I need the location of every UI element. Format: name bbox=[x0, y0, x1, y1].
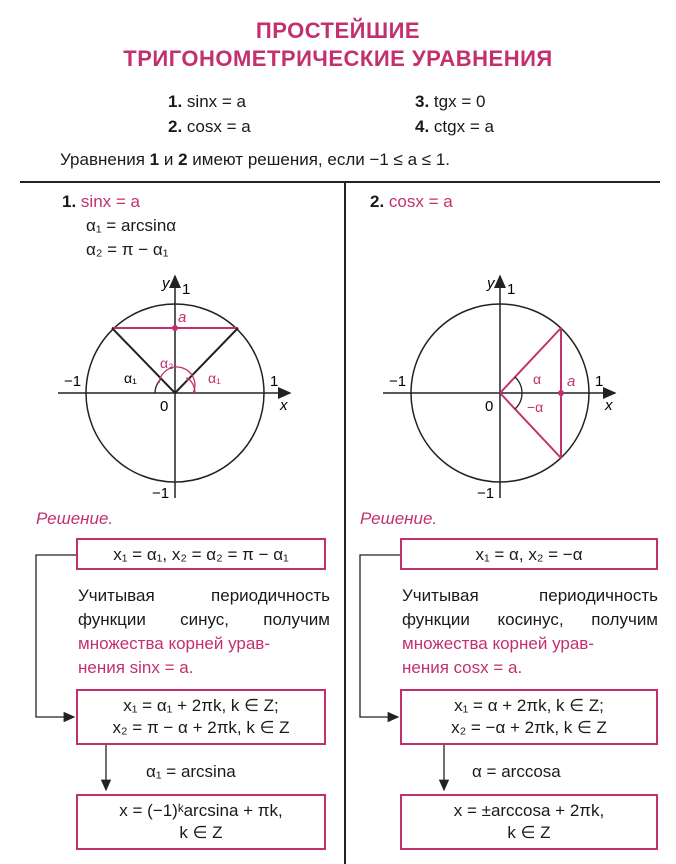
label-alpha1-left: α₁ bbox=[124, 370, 137, 386]
title-line-2: ТРИГОНОМЕТРИЧЕСКИЕ УРАВНЕНИЯ bbox=[123, 46, 553, 71]
label-top: 1 bbox=[182, 281, 191, 298]
label-minus-alpha: −α bbox=[527, 399, 544, 415]
equation-3: 3. tgx = 0 bbox=[415, 92, 486, 111]
label-x: x bbox=[280, 397, 288, 414]
right-arrow-label: α = arccosa bbox=[472, 762, 561, 781]
condition-text: Уравнения 1 и 2 имеют решения, если −1 ≤ a ≤ 1. bbox=[60, 150, 451, 169]
right-box-1: x₁ = α, x₂ = −α bbox=[400, 538, 658, 570]
equation-1: 1. sinx = a bbox=[168, 92, 246, 111]
label-left: −1 bbox=[64, 373, 82, 390]
label-left: −1 bbox=[389, 373, 407, 390]
left-box-3: x = (−1)ᵏarcsina + πk, k ∈ Z bbox=[76, 794, 326, 850]
right-box-3: x = ±arccosa + 2πk, k ∈ Z bbox=[400, 794, 658, 850]
label-bottom: −1 bbox=[152, 485, 170, 502]
label-alpha2: α₂ bbox=[160, 355, 174, 371]
title-line-1: ПРОСТЕЙШИЕ bbox=[255, 18, 421, 43]
left-box-2: x₁ = α₁ + 2πk, k ∈ Z; x₂ = π − α + 2πk, k ∈ Z bbox=[76, 689, 326, 745]
right-paragraph: Учитывая периодичность функции косинус, получим множества корней урав- нения cosx = a. bbox=[402, 586, 658, 677]
angle-arc-alpha bbox=[515, 377, 522, 393]
right-solution-label: Решение. bbox=[360, 509, 438, 528]
label-origin: 0 bbox=[160, 398, 169, 415]
label-y: y bbox=[487, 275, 495, 292]
equation-4: 4. ctgx = a bbox=[415, 117, 494, 136]
label-top: 1 bbox=[507, 281, 516, 298]
left-solution-label: Решение. bbox=[36, 509, 114, 528]
right-box-2: x₁ = α + 2πk, k ∈ Z; x₂ = −α + 2πk, k ∈ Z bbox=[400, 689, 658, 745]
label-a: a bbox=[178, 309, 187, 326]
label-bottom: −1 bbox=[477, 485, 495, 502]
label-a: a bbox=[567, 373, 576, 390]
equation-2: 2. cosx = a bbox=[168, 117, 251, 136]
left-alpha2-line: α₂ = π − α₁ bbox=[86, 240, 169, 259]
radius-upper bbox=[500, 328, 561, 393]
left-paragraph: Учитывая периодичность функции синус, получим множества корней урав- нения sinx = a. bbox=[78, 586, 330, 677]
label-origin: 0 bbox=[485, 398, 494, 415]
point-a bbox=[558, 390, 564, 396]
right-heading: 2. cosx = a bbox=[370, 192, 453, 211]
left-alpha1-line: α₁ = arcsinα bbox=[86, 216, 177, 235]
cosine-unit-circle-diagram bbox=[375, 270, 635, 505]
left-box-1: x₁ = α₁, x₂ = α₂ = π − α₁ bbox=[76, 538, 326, 570]
left-arrow-label: α₁ = arcsina bbox=[146, 762, 236, 781]
label-y: y bbox=[162, 275, 170, 292]
label-alpha: α bbox=[533, 371, 542, 387]
angle-arc-minus-alpha bbox=[515, 393, 522, 409]
label-alpha1-right: α₁ bbox=[208, 370, 221, 386]
label-right: 1 bbox=[595, 373, 604, 390]
label-x: x bbox=[605, 397, 613, 414]
label-right: 1 bbox=[270, 373, 279, 390]
left-heading: 1. sinx = a bbox=[62, 192, 140, 211]
